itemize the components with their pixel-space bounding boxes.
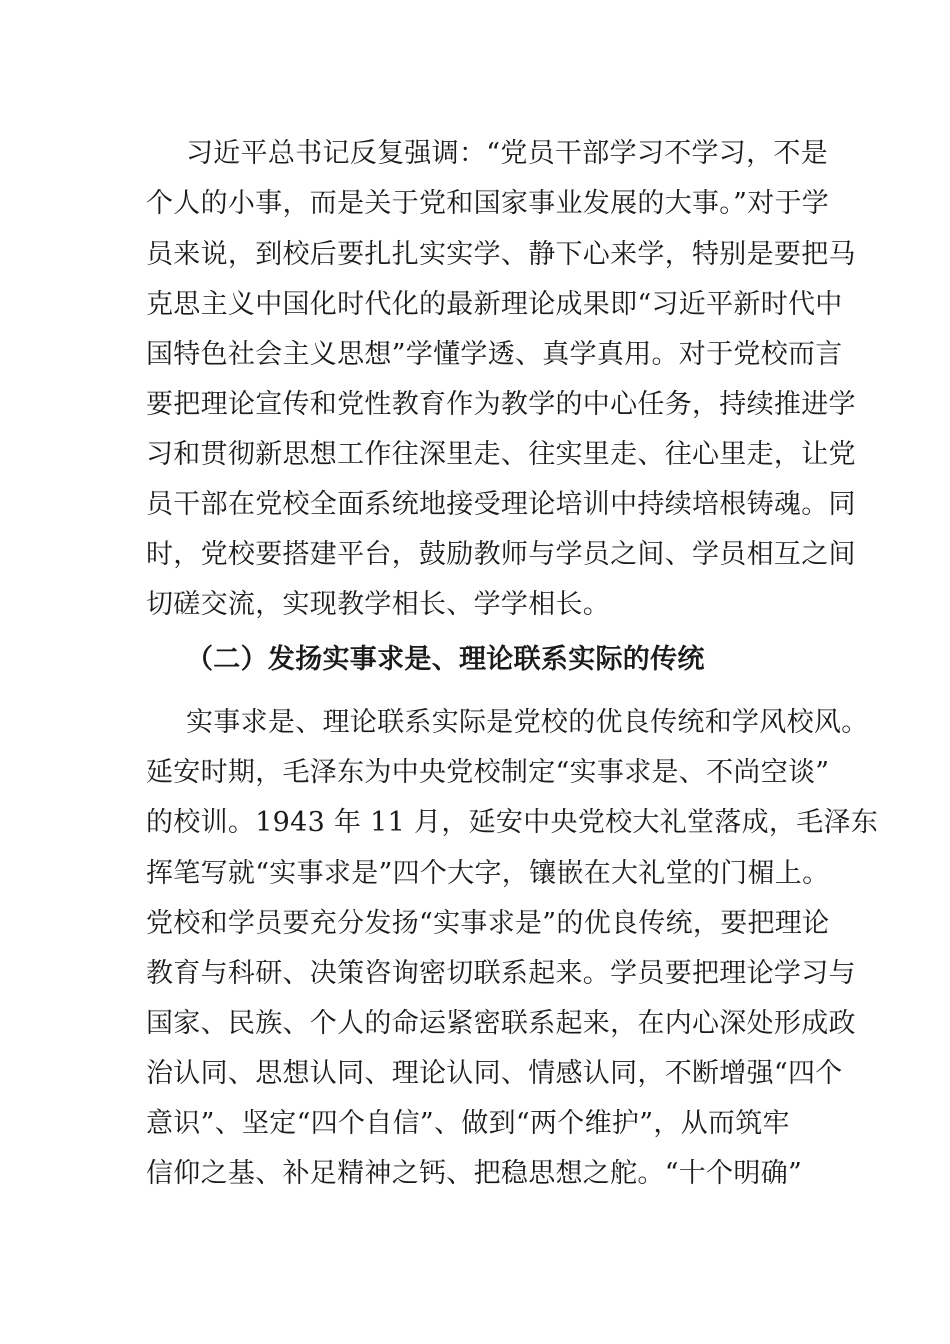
paragraph-1-line: 员来说，到校后要扎扎实实学、静下心来学，特别是要把马 [146,239,856,270]
paragraph-1-line: 习近平总书记反复强调：“党员干部学习不学习，不是 [186,138,829,169]
paragraph-2-line: 国家、民族、个人的命运紧密联系起来，在内心深处形成政 [146,1008,856,1039]
paragraph-1-line: 克思主义中国化时代化的最新理论成果即“习近平新时代中 [146,289,843,320]
paragraph-2-line: 意识”、坚定“四个自信”、做到“两个维护”，从而筑牢 [146,1108,790,1139]
paragraph-1-line: 切磋交流，实现教学相长、学学相长。 [146,589,611,620]
paragraph-1-line: 员干部在党校全面系统地接受理论培训中持续培根铸魂。同 [146,489,856,520]
paragraph-1-line: 习和贯彻新思想工作往深里走、往实里走、往心里走，让党 [146,439,856,470]
paragraph-1-line: 国特色社会主义思想”学懂学透、真学真用。对于党校而言 [146,339,843,370]
paragraph-2-line: 治认同、思想认同、理论认同、情感认同，不断增强“四个 [146,1058,843,1089]
paragraph-2-line: 的校训。1943 年 11 月，延安中央党校大礼堂落成，毛泽东 [146,807,879,838]
paragraph-2-line: 延安时期，毛泽东为中央党校制定“实事求是、不尚空谈” [146,757,830,788]
paragraph-2-line: 教育与科研、决策咨询密切联系起来。学员要把理论学习与 [146,958,856,989]
section-heading: （二）发扬实事求是、理论联系实际的传统 [186,644,705,675]
paragraph-1-line: 时，党校要搭建平台，鼓励教师与学员之间、学员相互之间 [146,539,856,570]
paragraph-1-line: 个人的小事，而是关于党和国家事业发展的大事。”对于学 [146,188,830,219]
paragraph-2-line: 挥笔写就“实事求是”四个大字，镶嵌在大礼堂的门楣上。 [146,858,830,889]
paragraph-2-line: 实事求是、理论联系实际是党校的优良传统和学风校风。 [186,707,869,738]
paragraph-2-line: 信仰之基、补足精神之钙、把稳思想之舵。“十个明确” [146,1158,803,1189]
paragraph-2-line: 党校和学员要充分发扬“实事求是”的优良传统，要把理论 [146,908,830,939]
paragraph-1-line: 要把理论宣传和党性教育作为教学的中心任务，持续推进学 [146,389,856,420]
